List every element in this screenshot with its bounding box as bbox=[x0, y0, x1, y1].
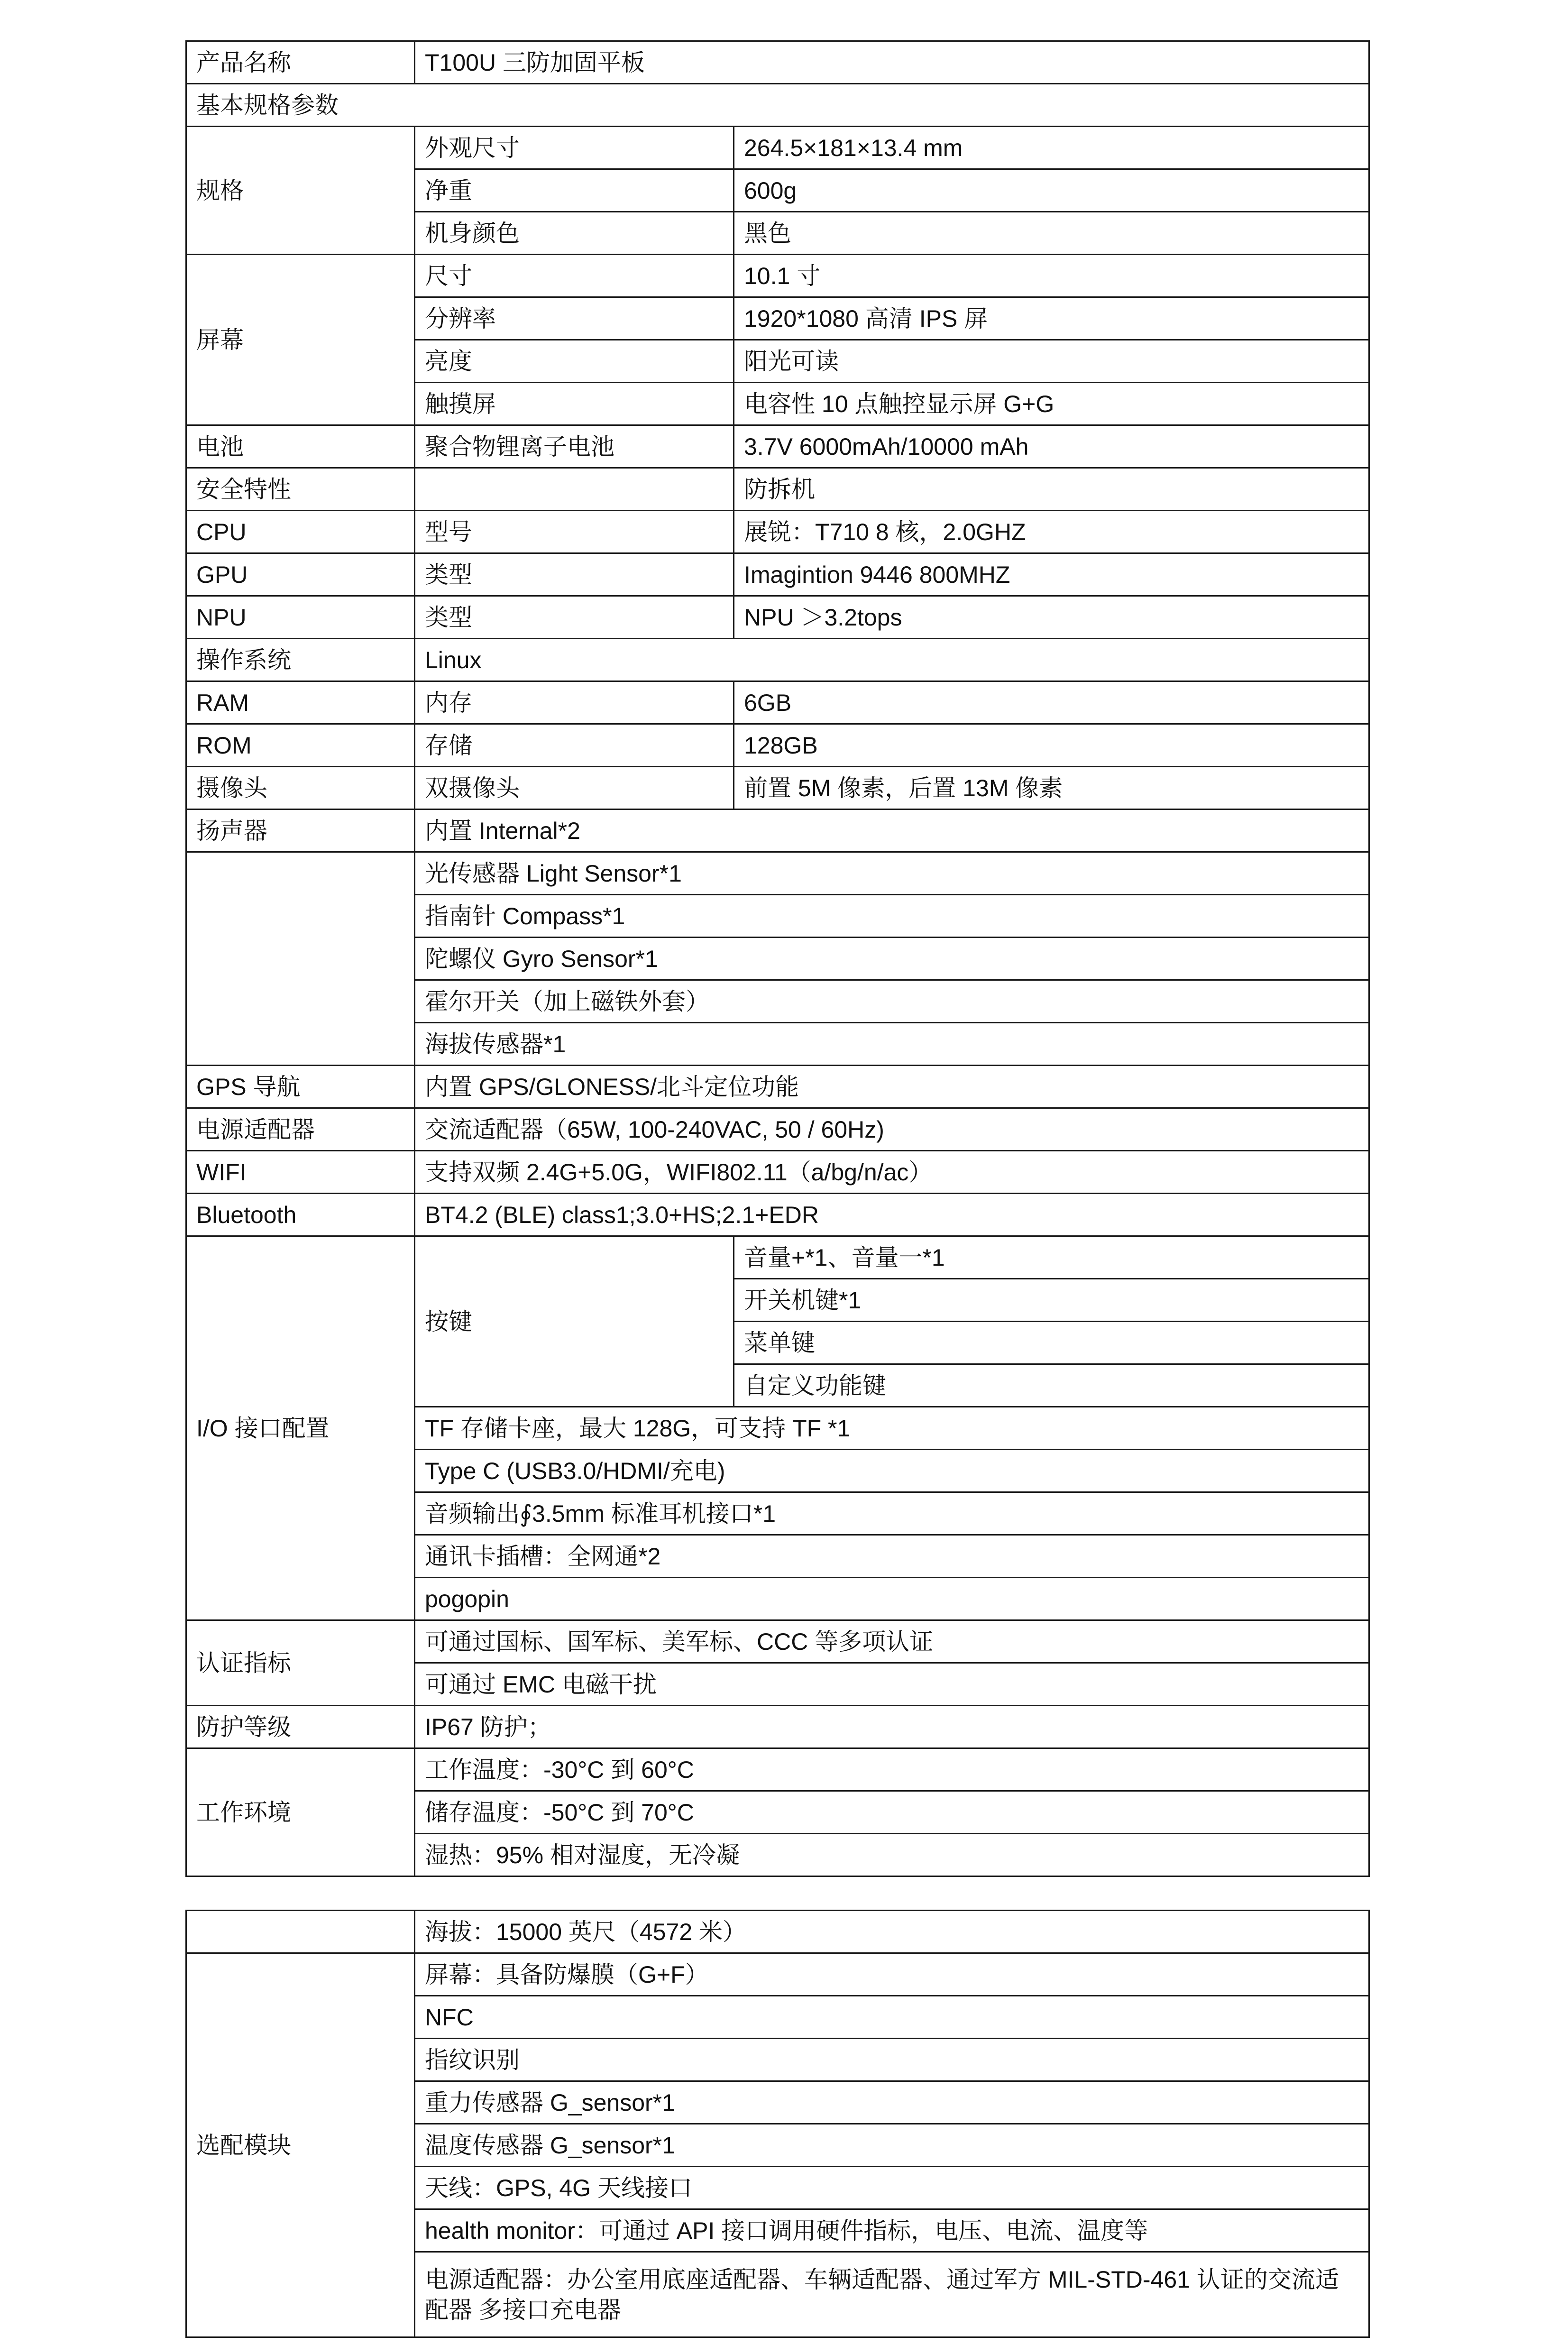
option-item: 电源适配器：办公室用底座适配器、车辆适配器、通过军方 MIL-STD-461 认证的交流适配器 多接口充电器 bbox=[415, 2252, 1369, 2337]
attr-value: 前置 5M 像素，后置 13M 像素 bbox=[734, 767, 1369, 809]
attr-value: 1920*1080 高清 IPS 屏 bbox=[734, 297, 1369, 340]
attr-value: BT4.2 (BLE) class1;3.0+HS;2.1+EDR bbox=[415, 1194, 1369, 1236]
environment-item: 储存温度：-50°C 到 70°C bbox=[415, 1791, 1369, 1834]
option-item: 天线：GPS, 4G 天线接口 bbox=[415, 2167, 1369, 2209]
option-item: NFC bbox=[415, 1996, 1369, 2039]
options-label: 选配模块 bbox=[186, 1953, 415, 2337]
table-row bbox=[186, 1911, 1369, 1953]
category-label: WIFI bbox=[186, 1151, 415, 1194]
attr-value: 264.5×181×13.4 mm bbox=[734, 127, 1369, 169]
table-row bbox=[186, 255, 1369, 297]
attr-value: 防拆机 bbox=[734, 468, 1369, 511]
cert-item: 可通过 EMC 电磁干扰 bbox=[415, 1663, 1369, 1706]
attr-name: 分辨率 bbox=[415, 297, 734, 340]
table-row bbox=[186, 511, 1369, 553]
table-row bbox=[186, 639, 1369, 681]
environment-item: 湿热：95% 相对湿度，无冷凝 bbox=[415, 1834, 1369, 1876]
attr-name: 内存 bbox=[415, 681, 734, 724]
altitude-value: 海拔：15000 英尺（4572 米） bbox=[415, 1911, 1369, 1953]
attr-value: 阳光可读 bbox=[734, 340, 1369, 383]
category-label: CPU bbox=[186, 511, 415, 553]
table-row bbox=[186, 1953, 1369, 1996]
attr-name: 类型 bbox=[415, 596, 734, 639]
options-table bbox=[185, 1910, 1370, 2338]
table-row bbox=[186, 468, 1369, 511]
io-label: I/O 接口配置 bbox=[186, 1236, 415, 1620]
table-row bbox=[186, 1620, 1369, 1663]
table-row bbox=[186, 127, 1369, 169]
attr-name: 聚合物锂离子电池 bbox=[415, 425, 734, 468]
category-label: GPS 导航 bbox=[186, 1066, 415, 1108]
attr-value: 内置 Internal*2 bbox=[415, 809, 1369, 852]
spec-table bbox=[185, 40, 1370, 1877]
environment-label: 工作环境 bbox=[186, 1748, 415, 1876]
screen-label: 屏幕 bbox=[186, 255, 415, 425]
sensor-item: 光传感器 Light Sensor*1 bbox=[415, 852, 1369, 895]
category-label: 操作系统 bbox=[186, 639, 415, 681]
attr-name: 型号 bbox=[415, 511, 734, 553]
section-row bbox=[186, 84, 1369, 127]
attr-value: Imagintion 9446 800MHZ bbox=[734, 553, 1369, 596]
attr-value: 6GB bbox=[734, 681, 1369, 724]
cert-item: 可通过国标、国军标、美军标、CCC 等多项认证 bbox=[415, 1620, 1369, 1663]
category-label: 电池 bbox=[186, 425, 415, 468]
table-row bbox=[186, 1066, 1369, 1108]
key-item: 开关机键*1 bbox=[734, 1279, 1369, 1322]
product-value: T100U 三防加固平板 bbox=[415, 41, 1369, 84]
category-label: 扬声器 bbox=[186, 809, 415, 852]
option-item: 指纹识别 bbox=[415, 2039, 1369, 2081]
cert-label: 认证指标 bbox=[186, 1620, 415, 1706]
table-row bbox=[186, 553, 1369, 596]
attr-value: 展锐：T710 8 核，2.0GHZ bbox=[734, 511, 1369, 553]
port-item: TF 存储卡座，最大 128G，可支持 TF *1 bbox=[415, 1407, 1369, 1450]
category-label: RAM bbox=[186, 681, 415, 724]
table-row bbox=[186, 1108, 1369, 1151]
key-item: 菜单键 bbox=[734, 1322, 1369, 1364]
category-label: GPU bbox=[186, 553, 415, 596]
attr-name bbox=[415, 468, 734, 511]
category-label: 防护等级 bbox=[186, 1706, 415, 1748]
product-label: 产品名称 bbox=[186, 41, 415, 84]
port-item: pogopin bbox=[415, 1578, 1369, 1620]
attr-name: 净重 bbox=[415, 169, 734, 212]
attr-name: 双摄像头 bbox=[415, 767, 734, 809]
attr-name: 类型 bbox=[415, 553, 734, 596]
table-row bbox=[186, 767, 1369, 809]
attr-value: 10.1 寸 bbox=[734, 255, 1369, 297]
attr-value: 支持双频 2.4G+5.0G，WIFI802.11（a/bg/n/ac） bbox=[415, 1151, 1369, 1194]
option-item: 温度传感器 G_sensor*1 bbox=[415, 2124, 1369, 2167]
product-row bbox=[186, 41, 1369, 84]
attr-value: 内置 GPS/GLONESS/北斗定位功能 bbox=[415, 1066, 1369, 1108]
category-label: ROM bbox=[186, 724, 415, 767]
sensor-item: 海拔传感器*1 bbox=[415, 1023, 1369, 1066]
option-item: health monitor：可通过 API 接口调用硬件指标，电压、电流、温度等 bbox=[415, 2209, 1369, 2252]
port-item: 通讯卡插槽：全网通*2 bbox=[415, 1535, 1369, 1578]
sensors-label bbox=[186, 852, 415, 1066]
table-row bbox=[186, 1706, 1369, 1748]
table-row bbox=[186, 1236, 1369, 1279]
keys-label: 按键 bbox=[415, 1236, 734, 1407]
attr-value: IP67 防护； bbox=[415, 1706, 1369, 1748]
attr-value: 黑色 bbox=[734, 212, 1369, 255]
category-label: 摄像头 bbox=[186, 767, 415, 809]
sensor-item: 陀螺仪 Gyro Sensor*1 bbox=[415, 938, 1369, 980]
sensor-item: 霍尔开关（加上磁铁外套） bbox=[415, 980, 1369, 1023]
attr-value: 交流适配器（65W, 100-240VAC, 50 / 60Hz) bbox=[415, 1108, 1369, 1151]
attr-name: 触摸屏 bbox=[415, 383, 734, 425]
option-item: 屏幕：具备防爆膜（G+F） bbox=[415, 1953, 1369, 1996]
category-label: Bluetooth bbox=[186, 1194, 415, 1236]
attr-name: 存储 bbox=[415, 724, 734, 767]
table-row bbox=[186, 425, 1369, 468]
table-row bbox=[186, 1748, 1369, 1791]
attr-name: 亮度 bbox=[415, 340, 734, 383]
attr-name: 尺寸 bbox=[415, 255, 734, 297]
category-label: 安全特性 bbox=[186, 468, 415, 511]
altitude-label bbox=[186, 1911, 415, 1953]
table-row bbox=[186, 809, 1369, 852]
table-row bbox=[186, 596, 1369, 639]
attr-value: 3.7V 6000mAh/10000 mAh bbox=[734, 425, 1369, 468]
key-item: 音量+*1、音量一*1 bbox=[734, 1236, 1369, 1279]
attr-value: 600g bbox=[734, 169, 1369, 212]
attr-value: 128GB bbox=[734, 724, 1369, 767]
table-row bbox=[186, 1151, 1369, 1194]
attr-value: 电容性 10 点触控显示屏 G+G bbox=[734, 383, 1369, 425]
table-row bbox=[186, 852, 1369, 895]
sensor-item: 指南针 Compass*1 bbox=[415, 895, 1369, 938]
category-label: NPU bbox=[186, 596, 415, 639]
table-row bbox=[186, 681, 1369, 724]
port-item: Type C (USB3.0/HDMI/充电) bbox=[415, 1450, 1369, 1492]
attr-value: Linux bbox=[415, 639, 1369, 681]
section-title: 基本规格参数 bbox=[186, 84, 1369, 127]
environment-item: 工作温度：-30°C 到 60°C bbox=[415, 1748, 1369, 1791]
category-label: 电源适配器 bbox=[186, 1108, 415, 1151]
port-item: 音频输出∮3.5mm 标准耳机接口*1 bbox=[415, 1492, 1369, 1535]
attr-value: NPU ＞3.2tops bbox=[734, 596, 1369, 639]
attr-name: 外观尺寸 bbox=[415, 127, 734, 169]
attr-name: 机身颜色 bbox=[415, 212, 734, 255]
table-row bbox=[186, 724, 1369, 767]
key-item: 自定义功能键 bbox=[734, 1364, 1369, 1407]
option-item: 重力传感器 G_sensor*1 bbox=[415, 2081, 1369, 2124]
spec-label: 规格 bbox=[186, 127, 415, 255]
table-row bbox=[186, 1194, 1369, 1236]
